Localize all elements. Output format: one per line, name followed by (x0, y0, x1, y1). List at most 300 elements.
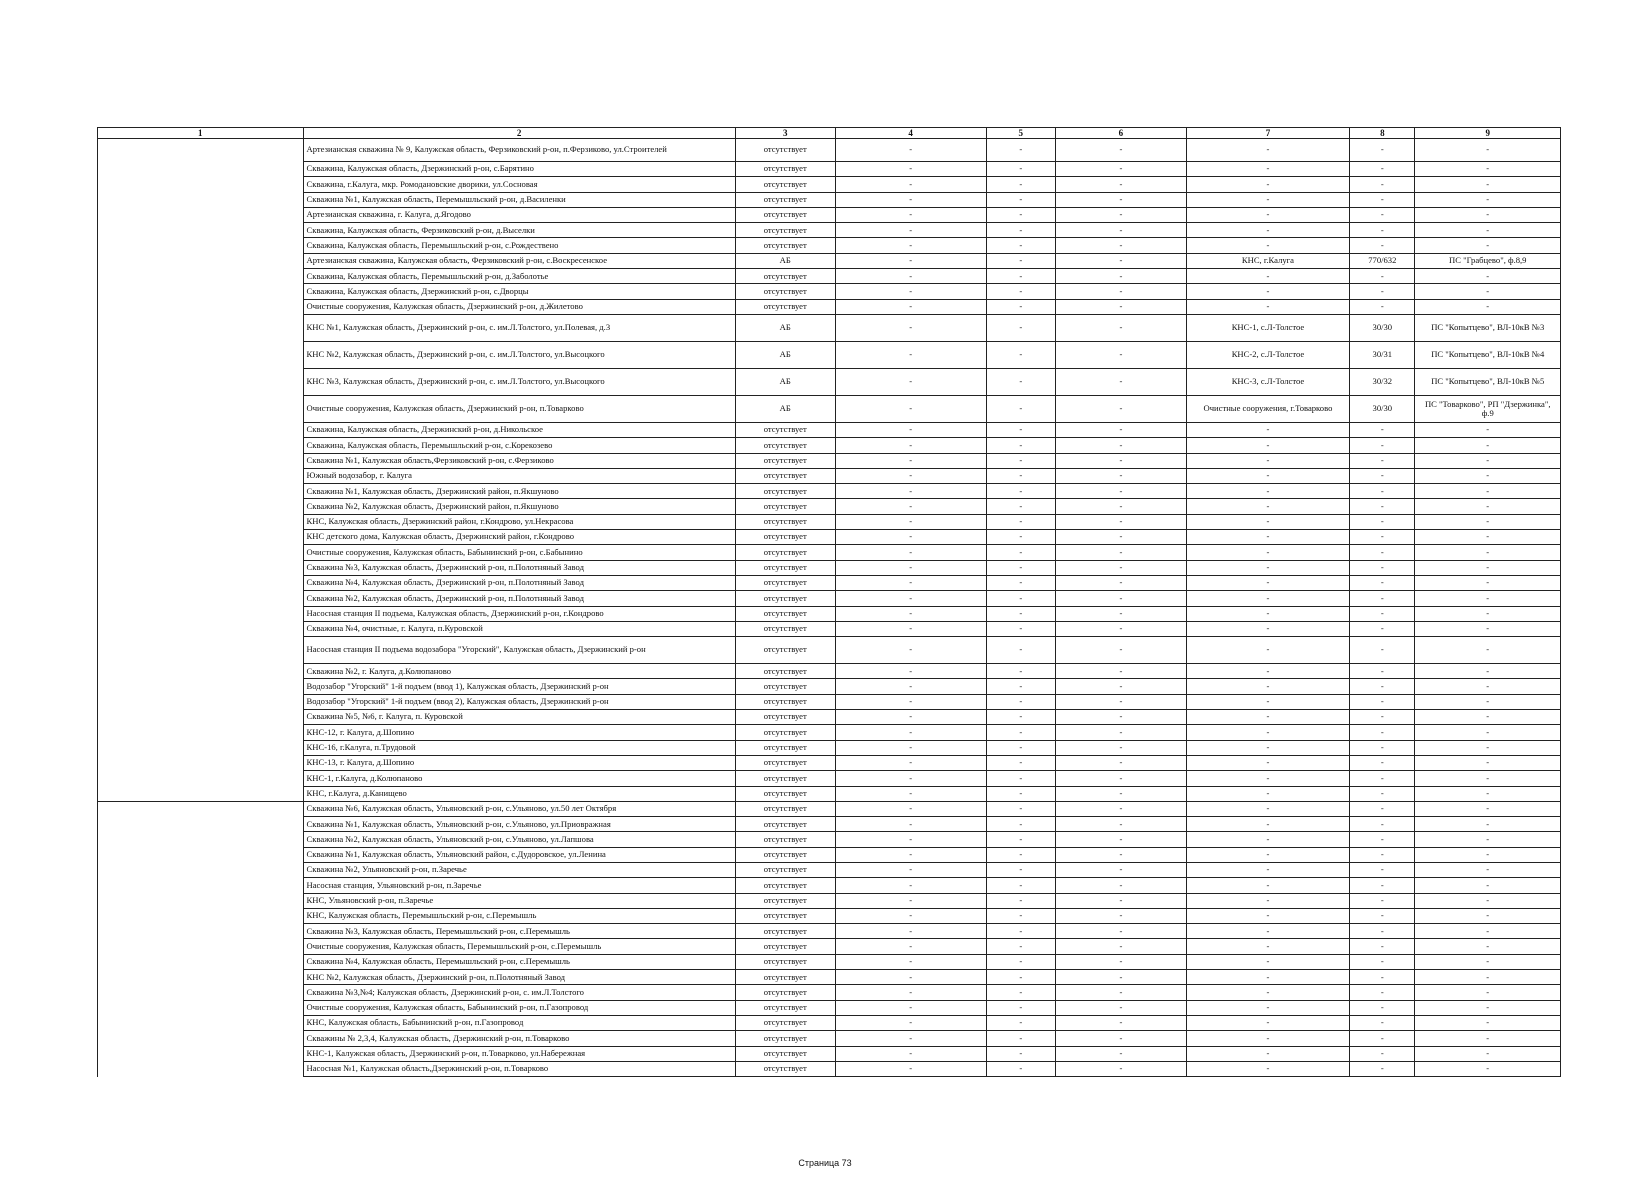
column-4-cell: - (835, 637, 986, 664)
column-6-cell: - (1056, 207, 1187, 222)
object-name-cell: Скважина №5, №6, г. Калуга, п. Куровской (303, 710, 735, 725)
column-8-cell: - (1350, 484, 1415, 499)
object-name-cell: Скважина №2, Калужская область, Дзержинский р-он, п.Полотняный Завод (303, 591, 735, 606)
column-5-cell: - (986, 575, 1056, 590)
group-cell (98, 710, 304, 725)
column-6-cell: - (1056, 269, 1187, 284)
column-4-cell: - (835, 299, 986, 314)
column-5-cell: - (986, 530, 1056, 545)
column-8-cell: - (1350, 162, 1415, 177)
group-cell (98, 878, 304, 893)
column-4-cell: - (835, 484, 986, 499)
column-6-cell: - (1056, 1046, 1187, 1061)
column-4-cell: - (835, 893, 986, 908)
document-sheet (97, 127, 1561, 1077)
column-3-cell: отсутствует (735, 238, 835, 253)
column-9-cell: ПС "Товарково", РП "Дзержинка", ф.9 (1415, 395, 1561, 422)
group-cell (98, 422, 304, 437)
column-5-cell: - (986, 817, 1056, 832)
column-4-cell: - (835, 725, 986, 740)
table-row (98, 1031, 1561, 1046)
column-3-cell: отсутствует (735, 269, 835, 284)
column-5-cell: - (986, 985, 1056, 1000)
column-7-cell: - (1186, 545, 1349, 560)
column-8-cell: - (1350, 801, 1415, 816)
column-4-cell: - (835, 575, 986, 590)
column-4-cell: - (835, 862, 986, 877)
column-6-cell: - (1056, 725, 1187, 740)
column-6-cell: - (1056, 679, 1187, 694)
table-row (98, 192, 1561, 207)
table-row (98, 484, 1561, 499)
column-4-cell: - (835, 621, 986, 636)
column-4-cell: - (835, 710, 986, 725)
column-6-cell: - (1056, 817, 1187, 832)
column-8-cell: - (1350, 637, 1415, 664)
column-3-cell: отсутствует (735, 771, 835, 786)
column-9-cell: - (1415, 207, 1561, 222)
column-3-cell: отсутствует (735, 177, 835, 192)
header-cell-6: 6 (1056, 128, 1187, 139)
column-6-cell: - (1056, 468, 1187, 483)
column-4-cell: - (835, 499, 986, 514)
column-7-cell: - (1186, 893, 1349, 908)
column-9-cell: - (1415, 269, 1561, 284)
column-6-cell: - (1056, 606, 1187, 621)
column-9-cell: - (1415, 453, 1561, 468)
table-row (98, 1015, 1561, 1030)
object-name-cell: КНС-1, Калужская область, Дзержинский р-он, п.Товарково, ул.Набережная (303, 1046, 735, 1061)
object-name-cell: Скважина №1, Калужская область, Перемышльский р-он, д.Василенки (303, 192, 735, 207)
column-3-cell: отсутствует (735, 207, 835, 222)
column-8-cell: - (1350, 468, 1415, 483)
column-5-cell: - (986, 954, 1056, 969)
column-7-cell: - (1186, 939, 1349, 954)
column-6-cell: - (1056, 1061, 1187, 1076)
facilities-table (97, 127, 1561, 1077)
header-cell-7: 7 (1186, 128, 1349, 139)
object-name-cell: Артезианская скважина, Калужская область, Ферзиковский р-он, с.Воскресенское (303, 253, 735, 268)
column-9-cell: - (1415, 637, 1561, 664)
column-6-cell: - (1056, 139, 1187, 162)
column-6-cell: - (1056, 438, 1187, 453)
column-5-cell: - (986, 438, 1056, 453)
column-9-cell: - (1415, 223, 1561, 238)
table-row (98, 862, 1561, 877)
column-9-cell: - (1415, 924, 1561, 939)
column-8-cell: - (1350, 1015, 1415, 1030)
group-cell (98, 514, 304, 529)
column-5-cell: - (986, 924, 1056, 939)
table-row (98, 954, 1561, 969)
column-7-cell: - (1186, 162, 1349, 177)
group-cell (98, 664, 304, 679)
object-name-cell: Насосная станция II подъема, Калужская область, Дзержинский р-он, г.Кондрово (303, 606, 735, 621)
group-cell (98, 284, 304, 299)
column-7-cell: - (1186, 1061, 1349, 1076)
group-cell (98, 694, 304, 709)
column-8-cell: 30/32 (1350, 368, 1415, 395)
column-8-cell: - (1350, 545, 1415, 560)
object-name-cell: Скважина №3, Калужская область, Перемышльский р-он, с.Перемышль (303, 924, 735, 939)
column-8-cell: - (1350, 1046, 1415, 1061)
object-name-cell: Очистные сооружения, Калужская область, Бабынинский р-он, с.Бабынино (303, 545, 735, 560)
table-row (98, 468, 1561, 483)
column-7-cell: - (1186, 908, 1349, 923)
column-8-cell: - (1350, 1000, 1415, 1015)
table-row (98, 924, 1561, 939)
column-9-cell: - (1415, 694, 1561, 709)
column-8-cell: - (1350, 710, 1415, 725)
object-name-cell: Скважина №1, Калужская область, Дзержинский район, п.Якшуново (303, 484, 735, 499)
column-3-cell: отсутствует (735, 679, 835, 694)
column-5-cell: - (986, 832, 1056, 847)
object-name-cell: Скважина, Калужская область, Ферзиковский р-он, д.Выселки (303, 223, 735, 238)
group-cell (98, 893, 304, 908)
table-row (98, 694, 1561, 709)
object-name-cell: Скважина, Калужская область, Перемышльский р-он, д.Заболотье (303, 269, 735, 284)
column-5-cell: - (986, 514, 1056, 529)
column-6-cell: - (1056, 771, 1187, 786)
object-name-cell: КНС детского дома, Калужская область, Дзержинский район, г.Кондрово (303, 530, 735, 545)
column-7-cell: КНС-2, с.Л-Толстое (1186, 341, 1349, 368)
column-6-cell: - (1056, 177, 1187, 192)
column-9-cell: - (1415, 192, 1561, 207)
object-name-cell: Очистные сооружения, Калужская область, Перемышльский р-он, с.Перемышль (303, 939, 735, 954)
column-7-cell: - (1186, 238, 1349, 253)
table-row (98, 710, 1561, 725)
object-name-cell: Скважина №2, Калужская область, Дзержинский район, п.Якшуново (303, 499, 735, 514)
column-6-cell: - (1056, 694, 1187, 709)
column-7-cell: - (1186, 679, 1349, 694)
column-6-cell: - (1056, 908, 1187, 923)
column-4-cell: - (835, 368, 986, 395)
object-name-cell: Скважина №1, Калужская область, Ульяновский р-он, с.Ульяново, ул.Приовражная (303, 817, 735, 832)
object-name-cell: Скважина, Калужская область, Перемышльский р-он, с.Корекозево (303, 438, 735, 453)
column-8-cell: - (1350, 725, 1415, 740)
column-7-cell: - (1186, 1015, 1349, 1030)
group-cell (98, 801, 304, 816)
column-5-cell: - (986, 560, 1056, 575)
column-9-cell: - (1415, 1046, 1561, 1061)
column-9-cell: - (1415, 710, 1561, 725)
column-3-cell: отсутствует (735, 817, 835, 832)
header-cell-1: 1 (98, 128, 304, 139)
column-8-cell: - (1350, 139, 1415, 162)
group-cell (98, 368, 304, 395)
column-9-cell: - (1415, 878, 1561, 893)
column-4-cell: - (835, 1000, 986, 1015)
column-3-cell: АБ (735, 341, 835, 368)
group-cell (98, 606, 304, 621)
column-5-cell: - (986, 314, 1056, 341)
column-6-cell: - (1056, 162, 1187, 177)
column-7-cell: - (1186, 499, 1349, 514)
object-name-cell: Скважина, г.Калуга, мкр. Ромодановские дворики, ул.Сосновая (303, 177, 735, 192)
column-7-cell: - (1186, 954, 1349, 969)
column-9-cell: - (1415, 575, 1561, 590)
column-9-cell: ПС "Копытцево", ВЛ-10кВ №3 (1415, 314, 1561, 341)
column-6-cell: - (1056, 786, 1187, 801)
table-row (98, 223, 1561, 238)
column-6-cell: - (1056, 621, 1187, 636)
group-cell (98, 299, 304, 314)
group-cell (98, 484, 304, 499)
page-number: Страница 73 (798, 1158, 852, 1168)
column-3-cell: отсутствует (735, 954, 835, 969)
column-7-cell: - (1186, 269, 1349, 284)
column-6-cell: - (1056, 710, 1187, 725)
column-5-cell: - (986, 1015, 1056, 1030)
column-8-cell: - (1350, 284, 1415, 299)
column-5-cell: - (986, 694, 1056, 709)
column-5-cell: - (986, 679, 1056, 694)
column-4-cell: - (835, 269, 986, 284)
column-7-cell: - (1186, 847, 1349, 862)
column-8-cell: - (1350, 817, 1415, 832)
table-row (98, 438, 1561, 453)
column-9-cell: - (1415, 162, 1561, 177)
table-row (98, 238, 1561, 253)
column-6-cell: - (1056, 591, 1187, 606)
table-row (98, 679, 1561, 694)
column-8-cell: 30/30 (1350, 314, 1415, 341)
column-7-cell: КНС, г.Калуга (1186, 253, 1349, 268)
column-6-cell: - (1056, 740, 1187, 755)
column-5-cell: - (986, 621, 1056, 636)
object-name-cell: Насосная станция, Ульяновский р-он, п.Заречье (303, 878, 735, 893)
group-cell (98, 207, 304, 222)
table-row (98, 817, 1561, 832)
column-6-cell: - (1056, 499, 1187, 514)
column-4-cell: - (835, 924, 986, 939)
column-9-cell: - (1415, 606, 1561, 621)
column-7-cell: - (1186, 832, 1349, 847)
column-3-cell: АБ (735, 314, 835, 341)
table-row (98, 740, 1561, 755)
object-name-cell: Скважина №4, очистные, г. Калуга, п.Куровской (303, 621, 735, 636)
object-name-cell: КНС-1, г.Калуга, д.Колюпаново (303, 771, 735, 786)
column-7-cell: - (1186, 817, 1349, 832)
column-3-cell: отсутствует (735, 284, 835, 299)
group-cell (98, 341, 304, 368)
object-name-cell: Скважина №2, Калужская область, Ульяновский р-он, с.Ульяново, ул.Лапшова (303, 832, 735, 847)
column-7-cell: - (1186, 878, 1349, 893)
object-name-cell: КНС-13, г. Калуга, д.Шопино (303, 755, 735, 770)
group-cell (98, 679, 304, 694)
group-cell (98, 1046, 304, 1061)
object-name-cell: Насосная №1, Калужская область,Дзержинский р-он, п.Товарково (303, 1061, 735, 1076)
table-row (98, 545, 1561, 560)
group-cell (98, 269, 304, 284)
column-7-cell: - (1186, 694, 1349, 709)
column-3-cell: отсутствует (735, 468, 835, 483)
column-8-cell: - (1350, 878, 1415, 893)
group-cell (98, 453, 304, 468)
column-9-cell: - (1415, 177, 1561, 192)
object-name-cell: КНС-12, г. Калуга, д.Шопино (303, 725, 735, 740)
column-9-cell: ПС "Копытцево", ВЛ-10кВ №4 (1415, 341, 1561, 368)
group-cell (98, 985, 304, 1000)
column-5-cell: - (986, 545, 1056, 560)
object-name-cell: Скважина №2, г. Калуга, д.Колюпаново (303, 664, 735, 679)
group-cell (98, 771, 304, 786)
column-6-cell: - (1056, 341, 1187, 368)
object-name-cell: Скважина, Калужская область, Дзержинский р-он, с.Дворцы (303, 284, 735, 299)
column-7-cell: - (1186, 514, 1349, 529)
table-body (98, 139, 1561, 1077)
column-6-cell: - (1056, 755, 1187, 770)
column-6-cell: - (1056, 545, 1187, 560)
column-3-cell: отсутствует (735, 422, 835, 437)
object-name-cell: КНС, Калужская область, Бабынинский р-он, п.Газопровод (303, 1015, 735, 1030)
table-row (98, 664, 1561, 679)
column-7-cell: - (1186, 924, 1349, 939)
column-8-cell: - (1350, 499, 1415, 514)
column-5-cell: - (986, 177, 1056, 192)
table-row (98, 368, 1561, 395)
column-9-cell: - (1415, 438, 1561, 453)
table-row (98, 253, 1561, 268)
column-7-cell: - (1186, 1046, 1349, 1061)
column-7-cell: - (1186, 560, 1349, 575)
column-3-cell: отсутствует (735, 740, 835, 755)
column-3-cell: отсутствует (735, 438, 835, 453)
group-cell (98, 755, 304, 770)
column-4-cell: - (835, 878, 986, 893)
column-4-cell: - (835, 1061, 986, 1076)
column-6-cell: - (1056, 514, 1187, 529)
column-4-cell: - (835, 177, 986, 192)
table-row (98, 801, 1561, 816)
column-8-cell: - (1350, 893, 1415, 908)
column-5-cell: - (986, 192, 1056, 207)
column-8-cell: - (1350, 924, 1415, 939)
column-9-cell: - (1415, 1015, 1561, 1030)
column-5-cell: - (986, 299, 1056, 314)
group-cell (98, 223, 304, 238)
column-8-cell: - (1350, 1031, 1415, 1046)
column-7-cell: - (1186, 530, 1349, 545)
column-4-cell: - (835, 139, 986, 162)
column-3-cell: отсутствует (735, 545, 835, 560)
column-5-cell: - (986, 637, 1056, 664)
table-row (98, 985, 1561, 1000)
column-9-cell: - (1415, 893, 1561, 908)
column-9-cell: - (1415, 1061, 1561, 1076)
group-cell (98, 862, 304, 877)
group-cell (98, 139, 304, 162)
column-3-cell: отсутствует (735, 908, 835, 923)
column-9-cell: - (1415, 664, 1561, 679)
column-3-cell: отсутствует (735, 832, 835, 847)
column-9-cell: - (1415, 954, 1561, 969)
column-5-cell: - (986, 755, 1056, 770)
object-name-cell: Насосная станция II подъема водозабора "Угорский", Калужская область, Дзержинский р-он (303, 637, 735, 664)
column-9-cell: - (1415, 847, 1561, 862)
column-4-cell: - (835, 192, 986, 207)
column-6-cell: - (1056, 453, 1187, 468)
table-row (98, 621, 1561, 636)
column-7-cell: - (1186, 575, 1349, 590)
table-row (98, 970, 1561, 985)
column-3-cell: отсутствует (735, 985, 835, 1000)
object-name-cell: Артезианская скважина, г. Калуга, д.Ягодово (303, 207, 735, 222)
column-3-cell: отсутствует (735, 725, 835, 740)
column-8-cell: - (1350, 847, 1415, 862)
column-4-cell: - (835, 679, 986, 694)
object-name-cell: КНС, Ульяновский р-он, п.Заречье (303, 893, 735, 908)
column-6-cell: - (1056, 801, 1187, 816)
column-4-cell: - (835, 468, 986, 483)
column-5-cell: - (986, 1046, 1056, 1061)
group-cell (98, 786, 304, 801)
column-7-cell: - (1186, 664, 1349, 679)
column-8-cell: - (1350, 575, 1415, 590)
column-9-cell: - (1415, 679, 1561, 694)
object-name-cell: Скважина №4, Калужская область, Дзержинский р-он, п.Полотняный Завод (303, 575, 735, 590)
column-8-cell: - (1350, 238, 1415, 253)
column-3-cell: отсутствует (735, 710, 835, 725)
column-5-cell: - (986, 1031, 1056, 1046)
column-6-cell: - (1056, 1031, 1187, 1046)
column-7-cell: - (1186, 1031, 1349, 1046)
table-row (98, 939, 1561, 954)
object-name-cell: Скважина, Калужская область, Дзержинский р-он, д.Никольское (303, 422, 735, 437)
column-9-cell: - (1415, 560, 1561, 575)
column-8-cell: - (1350, 664, 1415, 679)
column-4-cell: - (835, 939, 986, 954)
column-3-cell: отсутствует (735, 1061, 835, 1076)
object-name-cell: КНС №3, Калужская область, Дзержинский р-он, с. им.Л.Толстого, ул.Высоцкого (303, 368, 735, 395)
object-name-cell: Скважина №3, Калужская область, Дзержинский р-он, п.Полотняный Завод (303, 560, 735, 575)
header-cell-2: 2 (303, 128, 735, 139)
column-4-cell: - (835, 664, 986, 679)
column-8-cell: - (1350, 606, 1415, 621)
column-8-cell: - (1350, 438, 1415, 453)
object-name-cell: КНС, Калужская область, Перемышльский р-он, с.Перемышль (303, 908, 735, 923)
group-cell (98, 238, 304, 253)
column-4-cell: - (835, 545, 986, 560)
column-8-cell: - (1350, 192, 1415, 207)
column-9-cell: - (1415, 422, 1561, 437)
column-8-cell: 30/31 (1350, 341, 1415, 368)
column-5-cell: - (986, 740, 1056, 755)
table-row (98, 771, 1561, 786)
column-4-cell: - (835, 438, 986, 453)
column-4-cell: - (835, 314, 986, 341)
object-name-cell: Скважина №4, Калужская область, Перемышльский р-он, с.Перемышль (303, 954, 735, 969)
group-cell (98, 1061, 304, 1076)
column-8-cell: - (1350, 908, 1415, 923)
column-5-cell: - (986, 468, 1056, 483)
table-row (98, 422, 1561, 437)
column-5-cell: - (986, 771, 1056, 786)
column-8-cell: - (1350, 207, 1415, 222)
column-3-cell: АБ (735, 253, 835, 268)
column-5-cell: - (986, 484, 1056, 499)
column-4-cell: - (835, 740, 986, 755)
column-8-cell: 770/632 (1350, 253, 1415, 268)
column-9-cell: - (1415, 530, 1561, 545)
table-row (98, 269, 1561, 284)
column-3-cell: отсутствует (735, 299, 835, 314)
column-9-cell: ПС "Копытцево", ВЛ-10кВ №5 (1415, 368, 1561, 395)
column-6-cell: - (1056, 939, 1187, 954)
column-4-cell: - (835, 453, 986, 468)
column-8-cell: - (1350, 679, 1415, 694)
object-name-cell: КНС-16, г.Калуга, п.Трудовой (303, 740, 735, 755)
